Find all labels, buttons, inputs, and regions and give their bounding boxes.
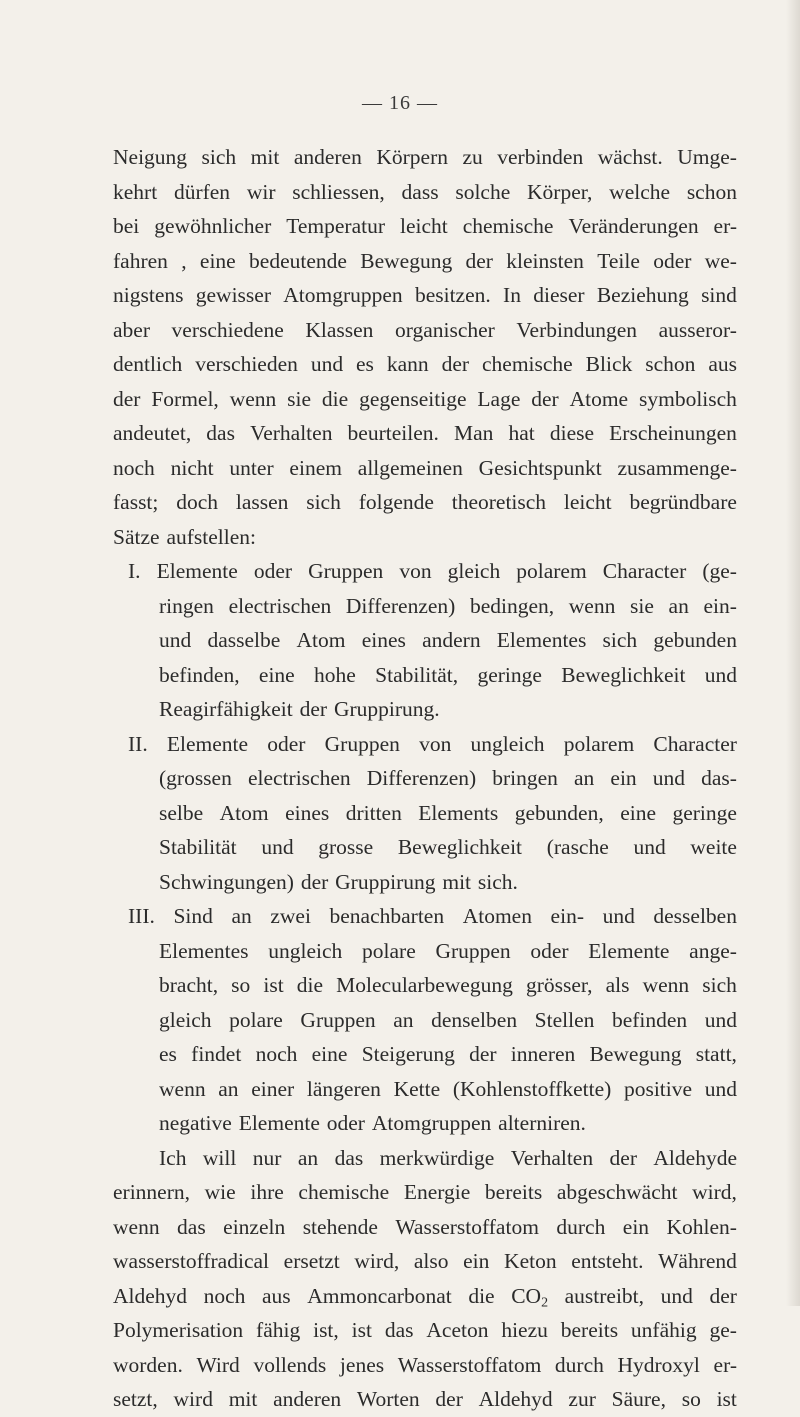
text-line: Stabilität und grosse Beweglichkeit (rasche und weite xyxy=(159,835,737,859)
text-line: gleich polare Gruppen an denselben Stellen befinden und xyxy=(159,1007,737,1032)
text-line: aber verschiedene Klassen organischer Verbindungen ausseror- xyxy=(113,317,737,342)
text-line: selbe Atom eines dritten Elements gebunden, eine geringe xyxy=(159,800,737,825)
text-line: nigstens gewisser Atomgruppen besitzen. In dieser Beziehung sind xyxy=(113,283,737,307)
page-edge-shadow xyxy=(786,0,800,1306)
text-line: negative Elemente oder Atomgruppen alterniren. xyxy=(159,1111,586,1135)
text-line: befinden, eine hohe Stabilität, geringe Beweglichkeit und xyxy=(159,662,737,687)
text-line: Aldehyd noch aus Ammoncarbonat die $CO_2$ austreibt, und der xyxy=(113,1283,737,1310)
body-text xyxy=(113,140,737,1417)
text-line: (grossen electrischen Differenzen) bringen an ein und das- xyxy=(159,766,737,790)
page-number: — 16 — xyxy=(362,92,438,114)
text-line: Ich will nur an das merkwürdige Verhalten der Aldehyde xyxy=(159,1145,737,1170)
text-line: I. Elemente oder Gruppen von gleich polarem Character (ge- xyxy=(128,559,737,583)
text-line: Schwingungen) der Gruppirung mit sich. xyxy=(159,869,518,894)
text-line: und dasselbe Atom eines andern Elementes sich gebunden xyxy=(159,628,737,652)
text-line: noch nicht unter einem allgemeinen Gesichtspunkt zusammenge- xyxy=(113,455,737,480)
text-line: erinnern, wie ihre chemische Energie bereits abgeschwächt wird, xyxy=(113,1180,737,1204)
text-line: kehrt dürfen wir schliessen, dass solche Körper, welche schon xyxy=(113,179,737,204)
text-line: II. Elemente oder Gruppen von ungleich polarem Character xyxy=(128,731,737,756)
text-line: setzt, wird mit anderen Worten der Aldehyd zur Säure, so ist xyxy=(113,1387,737,1411)
text-line: andeutet, das Verhalten beurteilen. Man hat diese Erscheinungen xyxy=(113,421,737,445)
text-line: dentlich verschieden und es kann der chemische Blick schon aus xyxy=(113,352,737,376)
text-line: fahren , eine bedeutende Bewegung der kleinsten Teile oder we- xyxy=(113,248,737,273)
text-line: der Formel, wenn sie die gegenseitige Lage der Atome symbolisch xyxy=(113,386,737,411)
text-line: Sätze aufstellen: xyxy=(113,524,256,549)
text-line: es findet noch eine Steigerung der inneren Bewegung statt, xyxy=(159,1042,737,1066)
text-line: bracht, so ist die Molecularbewegung grösser, als wenn sich xyxy=(159,973,737,997)
text-line: wenn das einzeln stehende Wasserstoffatom durch ein Kohlen- xyxy=(113,1214,737,1239)
text-line: Polymerisation fähig ist, ist das Aceton hiezu bereits unfähig ge- xyxy=(113,1318,737,1342)
text-line: ringen electrischen Differenzen) bedingen, wenn sie an ein- xyxy=(159,593,737,618)
text-line: Elementes ungleich polare Gruppen oder Elemente ange- xyxy=(159,938,737,963)
text-line: III. Sind an zwei benachbarten Atomen ein- und desselben xyxy=(128,904,737,928)
text-line: Reagirfähigkeit der Gruppirung. xyxy=(159,697,440,721)
text-line: worden. Wird vollends jenes Wasserstoffatom durch Hydroxyl er- xyxy=(113,1352,737,1377)
text-line: Neigung sich mit anderen Körpern zu verbinden wächst. Umge- xyxy=(113,145,737,169)
text-line: fasst; doch lassen sich folgende theoretisch leicht begründbare xyxy=(113,490,737,514)
text-line: wasserstoffradical ersetzt wird, also ein Keton entsteht. Während xyxy=(113,1249,737,1273)
text-line: wenn an einer längeren Kette (Kohlenstoffkette) positive und xyxy=(159,1076,737,1101)
text-line: bei gewöhnlicher Temperatur leicht chemische Veränderungen er- xyxy=(113,214,737,238)
